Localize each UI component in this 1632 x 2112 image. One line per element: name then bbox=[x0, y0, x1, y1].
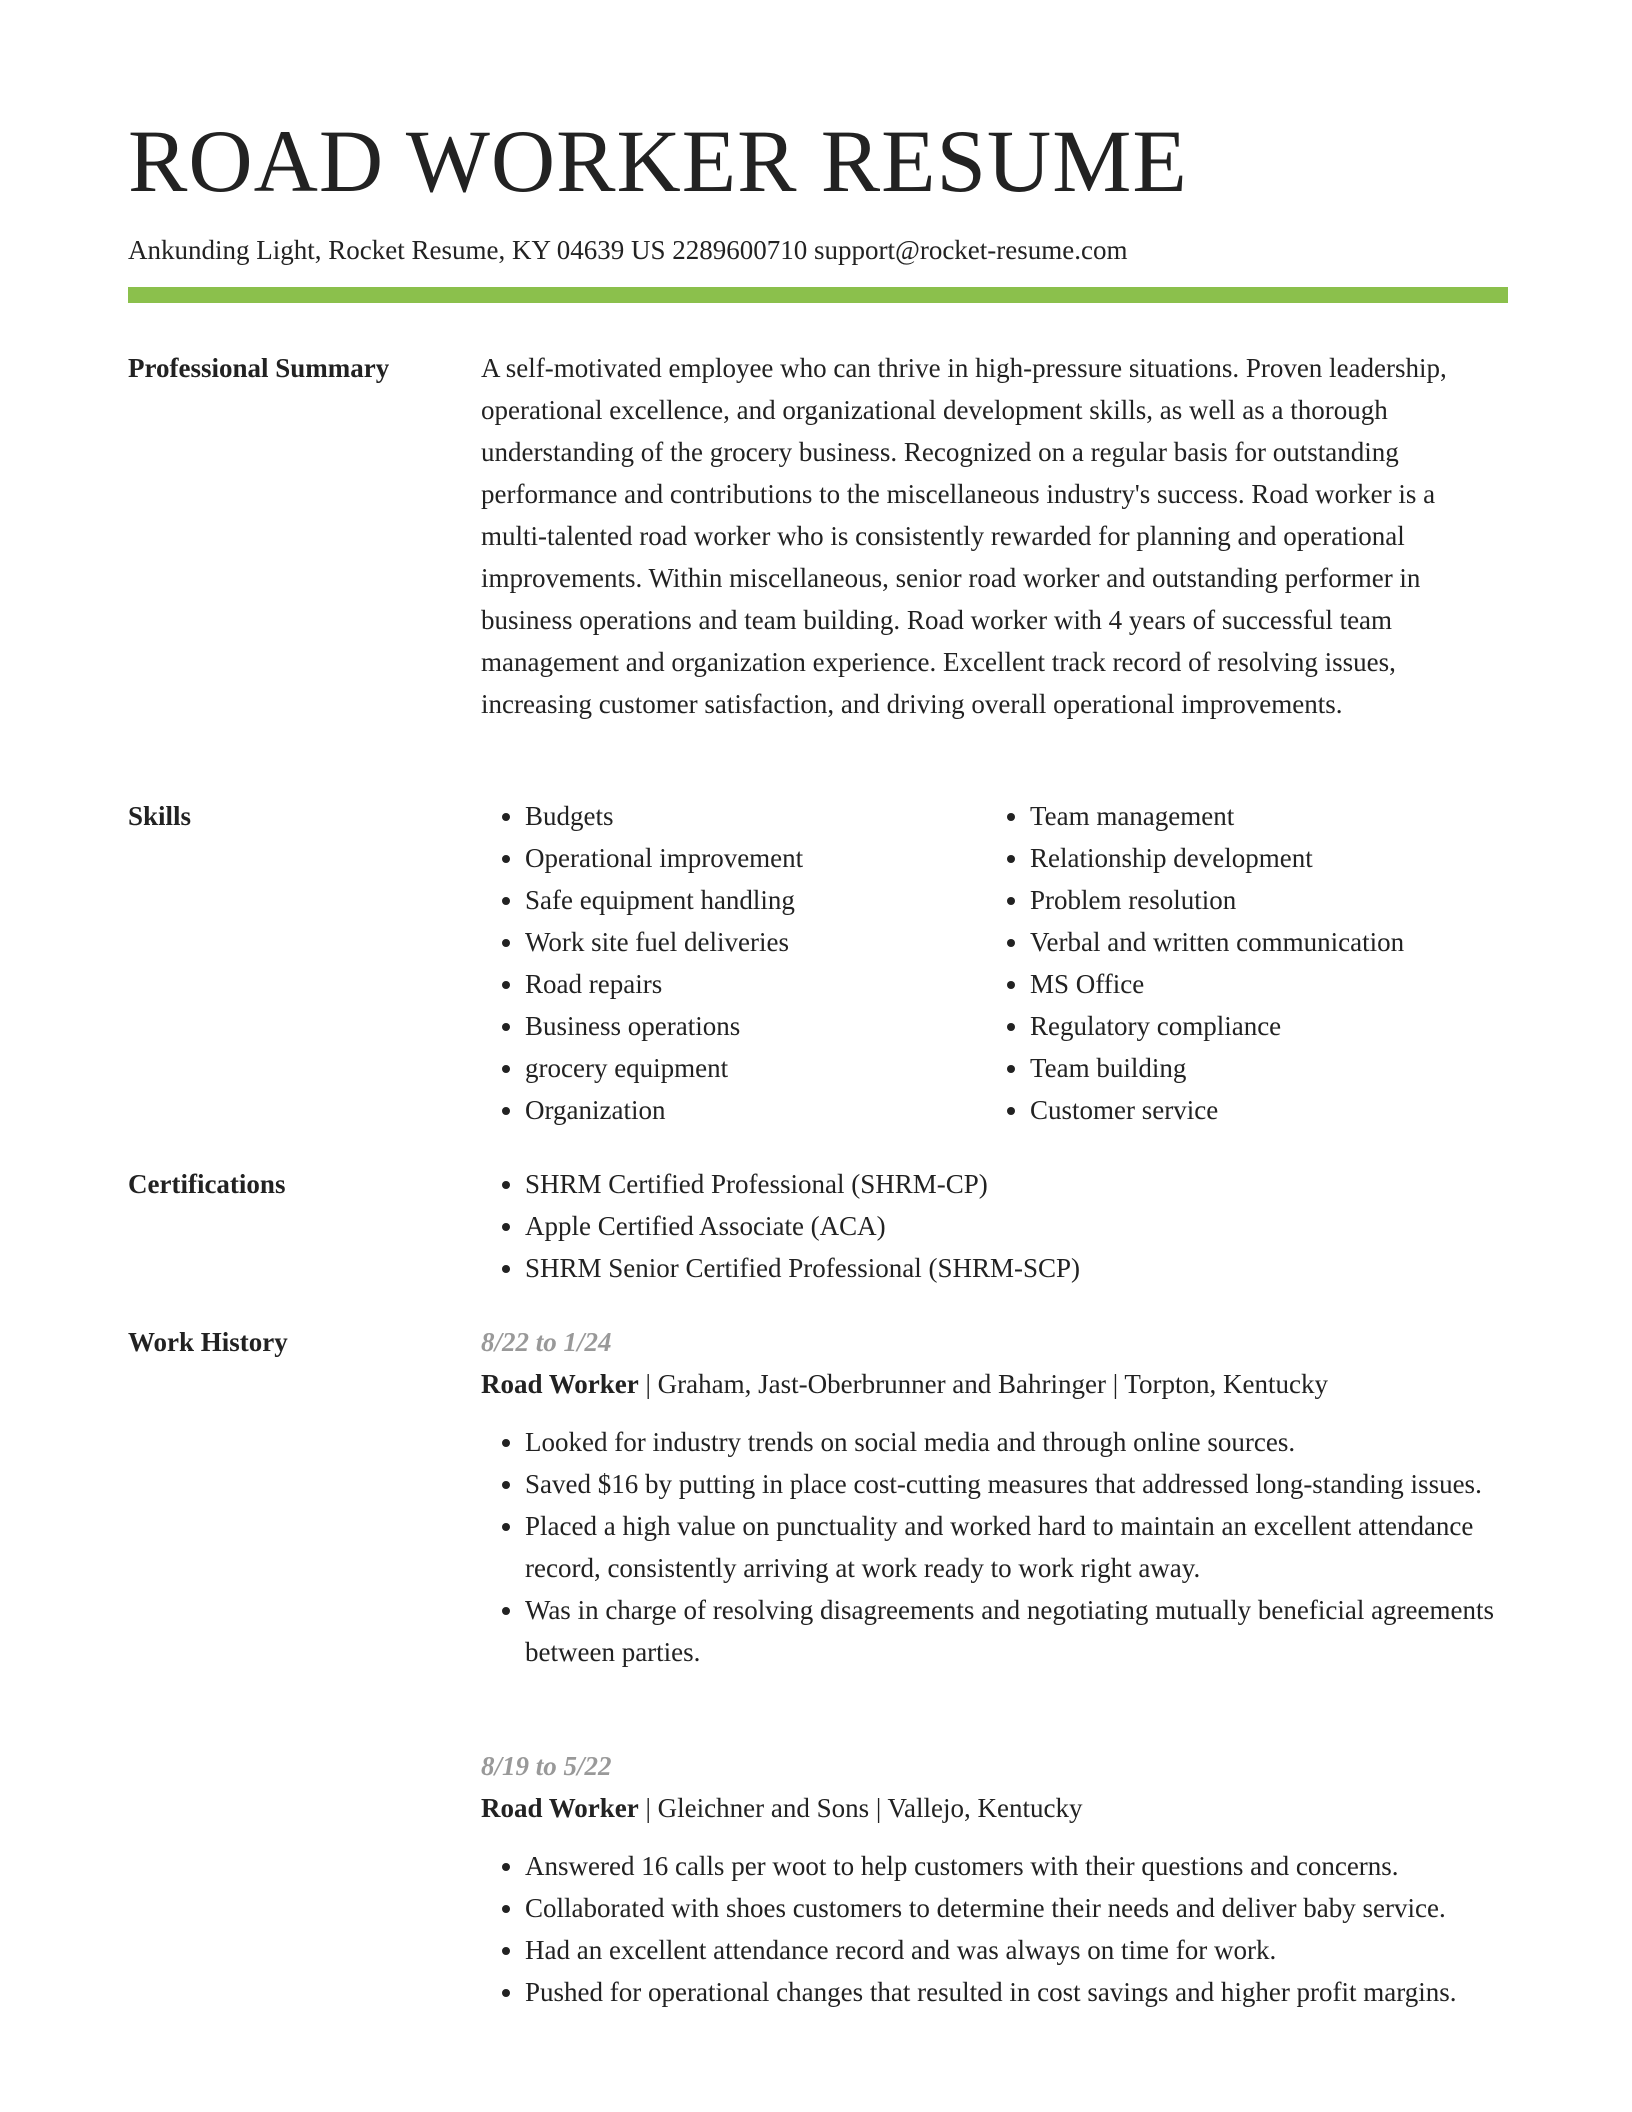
skill-item: • Customer service bbox=[1030, 1089, 1491, 1131]
skill-item: • Regulatory compliance bbox=[1030, 1005, 1491, 1047]
skill-item: • Budgets bbox=[525, 795, 986, 837]
responsibility-item: • Saved $16 by putting in place cost-cutting measures that addressed long-standing issues. bbox=[525, 1463, 1525, 1505]
job-header bbox=[481, 1787, 1508, 1829]
skill-item: • Problem resolution bbox=[1030, 879, 1491, 921]
responsibility-item: • Was in charge of resolving disagreements and negotiating mutually beneficial agreements between parties. bbox=[525, 1589, 1525, 1673]
skill-item: • Relationship development bbox=[1030, 837, 1491, 879]
skill-item: • Business operations bbox=[525, 1005, 986, 1047]
skills-list-left bbox=[481, 795, 986, 1131]
skills-column-right bbox=[986, 795, 1491, 1131]
contact-line: Ankunding Light, Rocket Resume, KY 04639 US 2289600710 support@rocket-resume.com bbox=[128, 235, 1128, 265]
skill-item: • Organization bbox=[525, 1089, 986, 1131]
job-responsibilities bbox=[481, 1421, 1525, 1673]
accent-divider bbox=[128, 287, 1508, 303]
job-dates: 8/22 to 1/24 bbox=[481, 1327, 612, 1357]
job-entry bbox=[481, 1745, 1508, 2013]
skill-item: • Verbal and written communication bbox=[1030, 921, 1491, 963]
responsibility-item: • Pushed for operational changes that resulted in cost savings and higher profit margins. bbox=[525, 1971, 1525, 2013]
skills-heading: Skills bbox=[128, 801, 192, 831]
job-title: Road Worker bbox=[481, 1369, 639, 1399]
job-entry bbox=[481, 1321, 1508, 1673]
certification-item: • Apple Certified Associate (ACA) bbox=[525, 1205, 1508, 1247]
certifications-list bbox=[481, 1163, 1508, 1289]
skill-item: • Team building bbox=[1030, 1047, 1491, 1089]
skills-grid bbox=[481, 795, 1508, 1131]
skills-column-left bbox=[481, 795, 986, 1131]
job-title: Road Worker bbox=[481, 1793, 639, 1823]
work-history-body bbox=[481, 1321, 1508, 2007]
skills-list-right bbox=[986, 795, 1491, 1131]
skill-item: • Operational improvement bbox=[525, 837, 986, 879]
summary-body bbox=[481, 347, 1508, 725]
responsibility-item: • Looked for industry trends on social media and through online sources. bbox=[525, 1421, 1525, 1463]
work-history-heading: Work History bbox=[128, 1327, 288, 1357]
responsibility-item: • Collaborated with shoes customers to determine their needs and deliver baby service. bbox=[525, 1887, 1525, 1929]
certification-item: • SHRM Senior Certified Professional (SHRM-SCP) bbox=[525, 1247, 1508, 1289]
job-employer-location: | Gleichner and Sons | Vallejo, Kentucky bbox=[638, 1793, 1083, 1823]
job-dates: 8/19 to 5/22 bbox=[481, 1751, 612, 1781]
skill-item: • Team management bbox=[1030, 795, 1491, 837]
resume-title: ROAD WORKER RESUME bbox=[128, 113, 1188, 211]
job-responsibilities bbox=[481, 1845, 1525, 2013]
skill-item: • MS Office bbox=[1030, 963, 1491, 1005]
skills-body bbox=[481, 795, 1508, 1131]
responsibility-item: • Had an excellent attendance record and was always on time for work. bbox=[525, 1929, 1525, 1971]
certifications-heading: Certifications bbox=[128, 1169, 286, 1199]
job-header bbox=[481, 1363, 1508, 1405]
certifications-body bbox=[481, 1163, 1508, 1289]
skill-item: • Work site fuel deliveries bbox=[525, 921, 986, 963]
certification-item: • SHRM Certified Professional (SHRM-CP) bbox=[525, 1163, 1508, 1205]
summary-heading: Professional Summary bbox=[128, 353, 390, 383]
skill-item: • Road repairs bbox=[525, 963, 986, 1005]
summary-text: A self-motivated employee who can thrive in high-pressure situations. Proven leadership, operational excellence, and organizational development skills, as well as a thorough understanding of the grocery business. Recognized on a regular basis for outstanding performance and contributions to the miscellaneous industry's success. Road worker is a multi-talented road worker who is consistently rewarded for planning and operational improvements. Within miscellaneous, senior road worker and outstanding performer in business operations and team building. Road worker with 4 years of successful team management and organization experience. Excellent track record of resolving issues, increasing customer satisfaction, and driving overall operational improvements. bbox=[481, 353, 1447, 719]
responsibility-item: • Placed a high value on punctuality and worked hard to maintain an excellent attendance record, consistently arriving at work ready to work right away. bbox=[525, 1505, 1525, 1589]
responsibility-item: • Answered 16 calls per woot to help customers with their questions and concerns. bbox=[525, 1845, 1525, 1887]
job-employer-location: | Graham, Jast-Oberbrunner and Bahringer | Torpton, Kentucky bbox=[638, 1369, 1328, 1399]
skill-item: • grocery equipment bbox=[525, 1047, 986, 1089]
skill-item: • Safe equipment handling bbox=[525, 879, 986, 921]
